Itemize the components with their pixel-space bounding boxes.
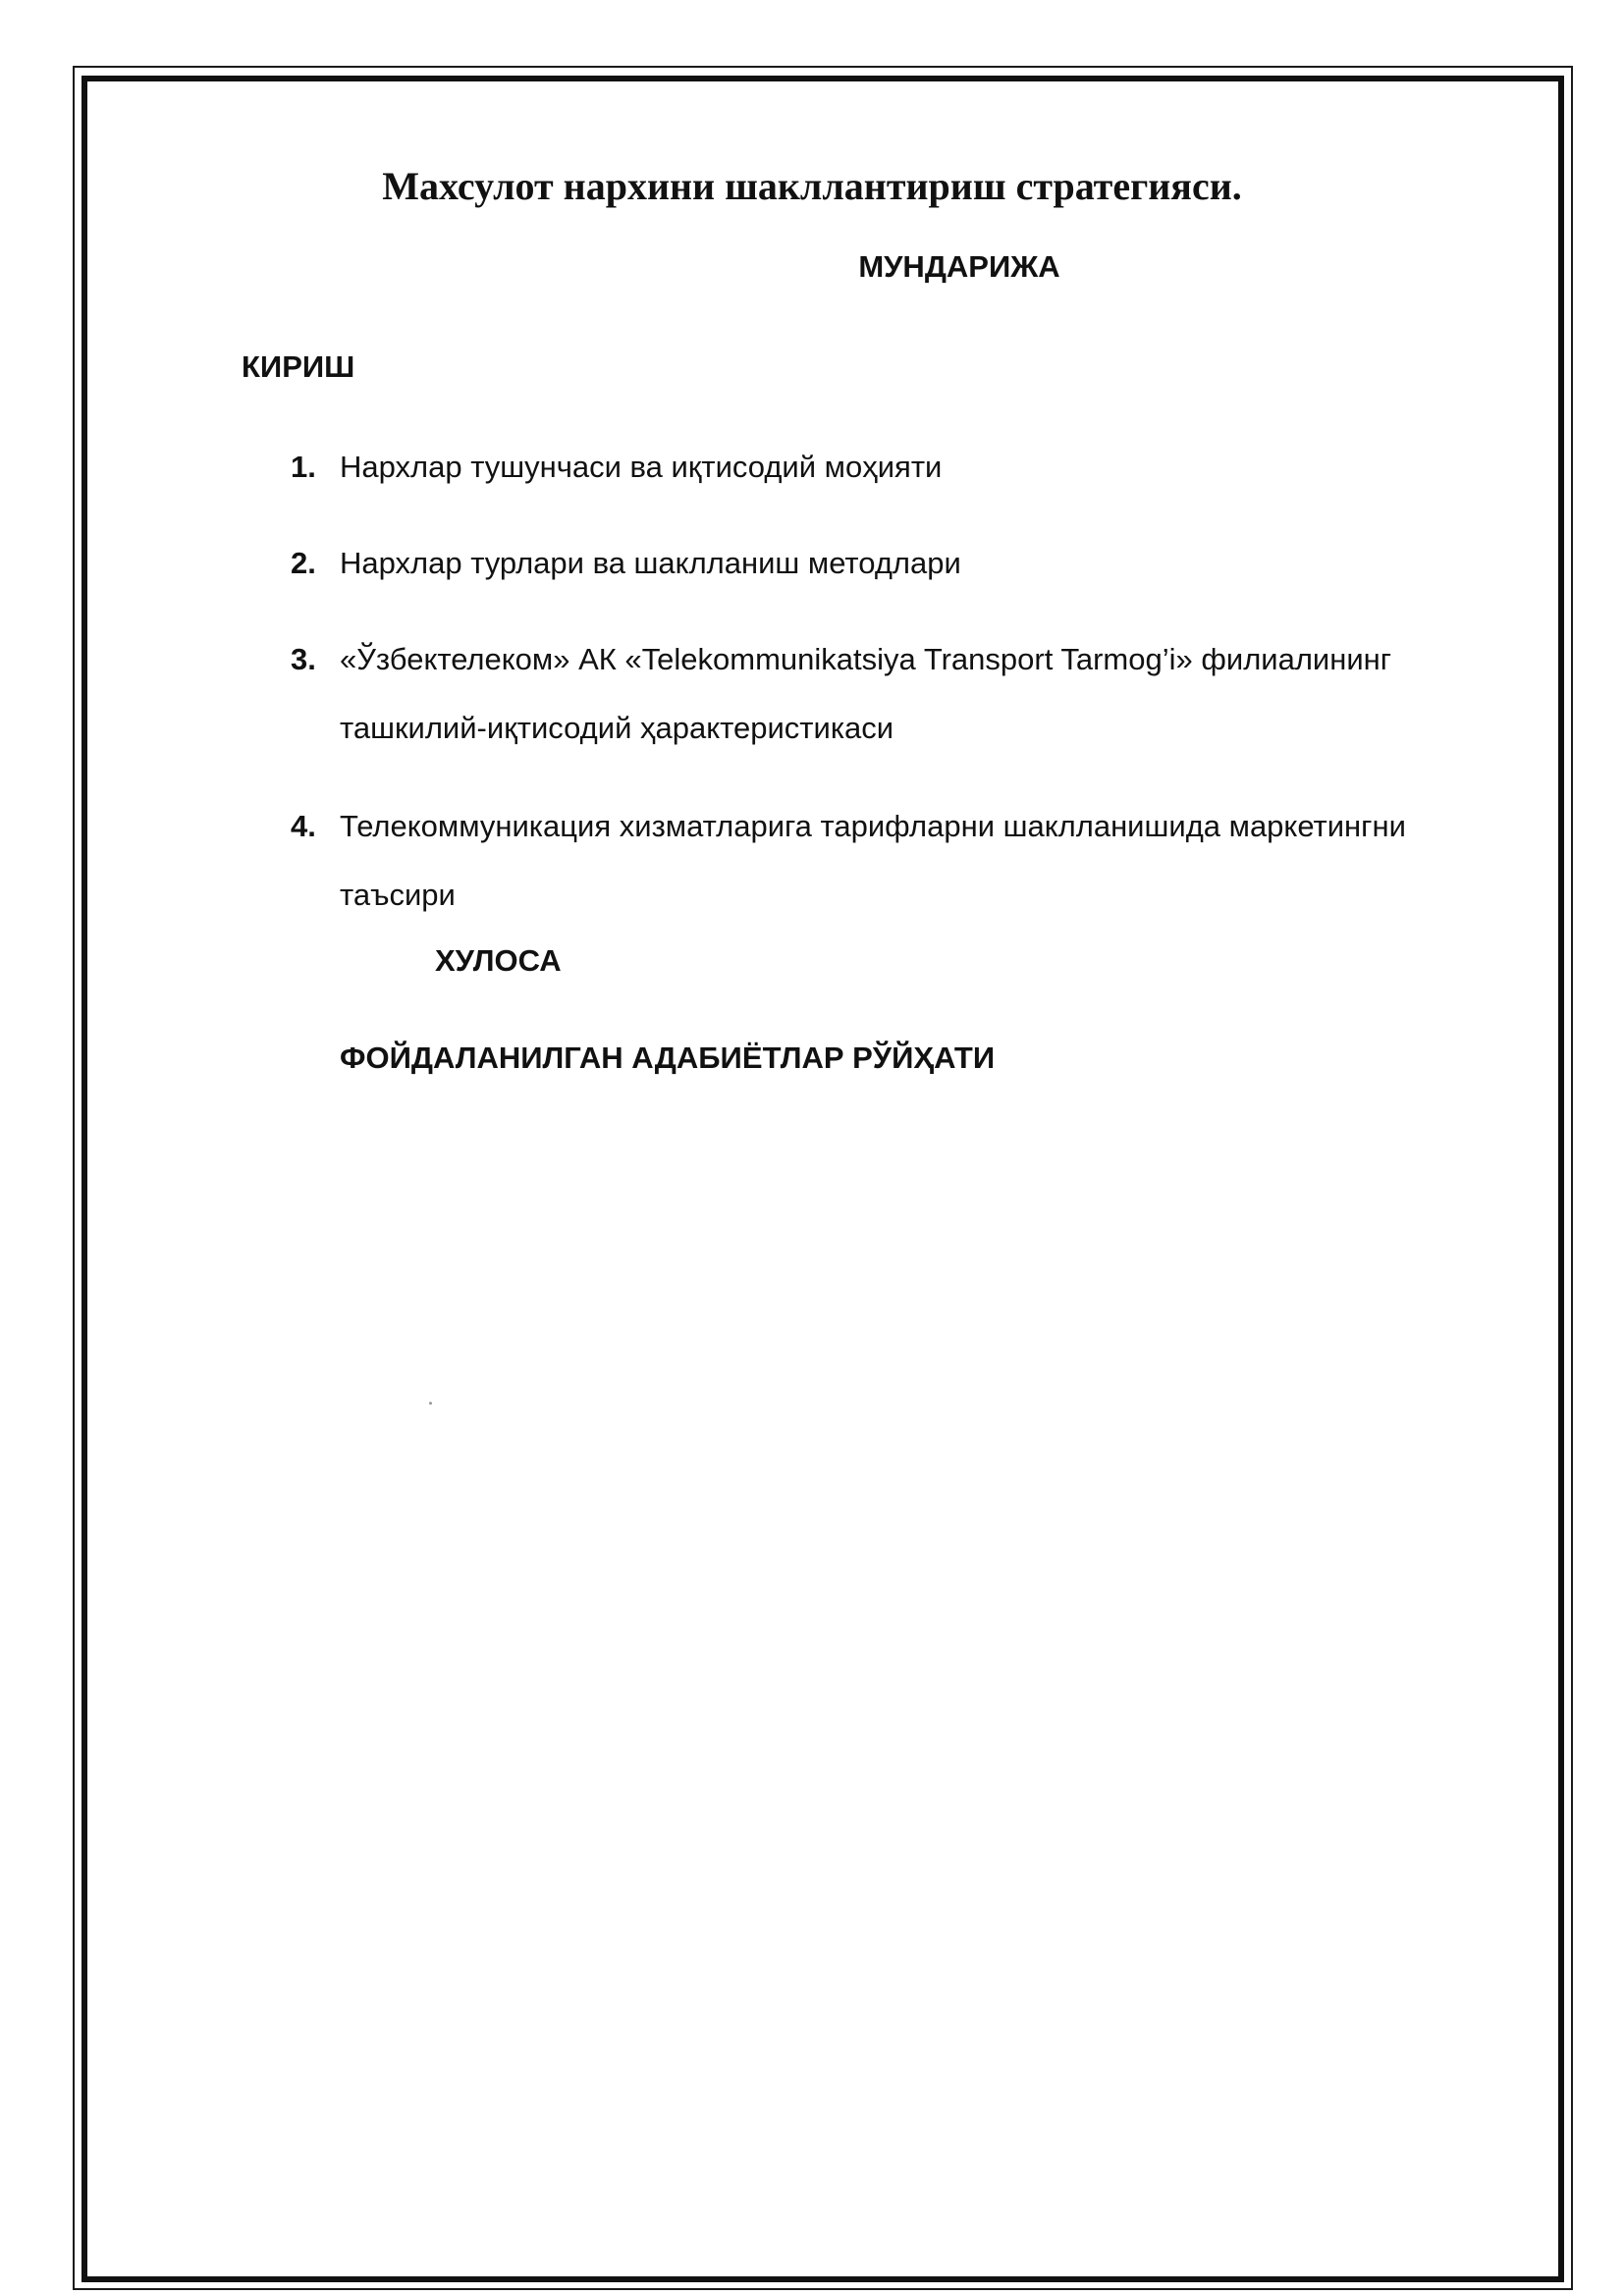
page-border-inner: [81, 76, 1564, 2282]
scan-speck: [429, 1402, 432, 1405]
toc-item-number: 2.: [291, 546, 316, 580]
toc-item-text: Нархлар турлари ва шаклланиш методлари: [340, 546, 961, 580]
toc-heading: МУНДАРИЖА: [858, 249, 1060, 284]
toc-item-text: Телекоммуникация хизматларига тарифларни шаклланишида маркетингни таъсири: [340, 809, 1406, 912]
toc-item-number: 1.: [291, 450, 316, 484]
toc-entry-conclusion: ХУЛОСА: [435, 943, 562, 978]
document-title: Махсулот нархини шакллантириш стратегияси.: [382, 164, 1242, 208]
toc-item-text: «Ўзбектелеком» АК «Telekommunikatsiya Transport Tarmog’i» филиалининг ташкилий-иқтисодий ҳарактеристикаси: [340, 642, 1392, 745]
toc-entry-references: ФОЙДАЛАНИЛГАН АДАБИЁТЛАР РЎЙҲАТИ: [340, 1041, 996, 1075]
toc-item-text: Нархлар тушунчаси ва иқтисодий моҳияти: [340, 450, 943, 484]
toc-item-number: 4.: [291, 809, 316, 843]
toc-entry-intro: КИРИШ: [242, 349, 355, 384]
toc-item-number: 3.: [291, 642, 316, 676]
